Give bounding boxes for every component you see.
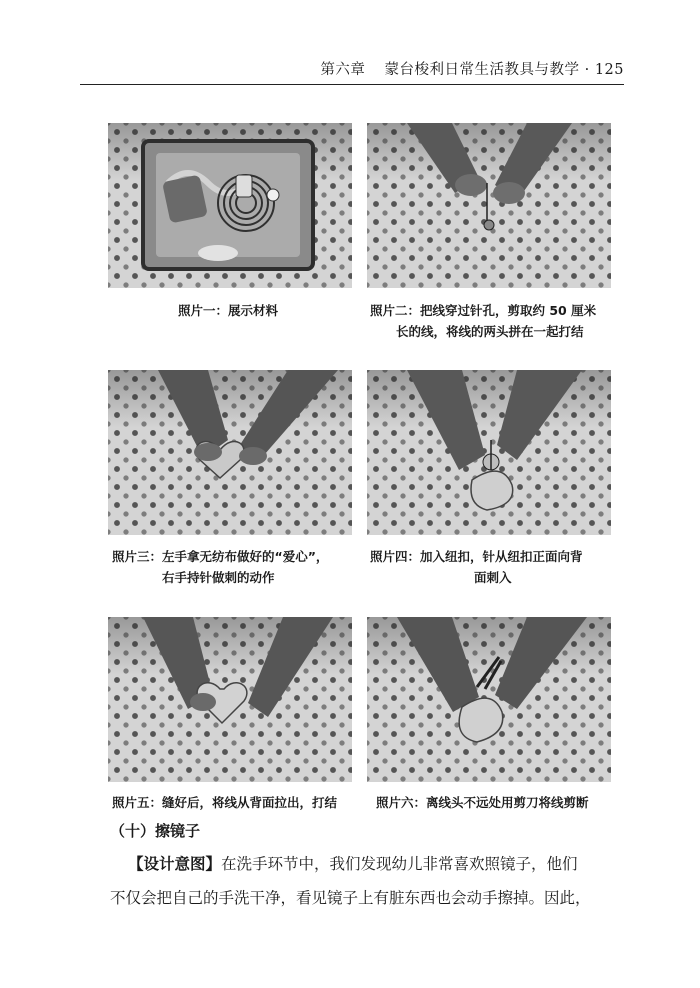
section-heading: （十）擦镜子 xyxy=(110,822,201,840)
photo-4 xyxy=(367,370,611,535)
caption-line: 长的线，将线的两头拼在一起打结 xyxy=(396,324,584,339)
button-sewing-illustration xyxy=(367,370,611,535)
body-paragraph xyxy=(110,847,622,915)
heart-illustration xyxy=(108,370,352,535)
caption-line: 照片五：缝好后，将线从背面拉出，打结 xyxy=(112,795,338,810)
page-number: 125 xyxy=(594,62,624,78)
paragraph-line-1 xyxy=(128,847,622,881)
pulling-thread-illustration xyxy=(108,617,352,782)
paragraph-line-2: 不仅会把自己的手洗干净，看见镜子上有脏东西也会动手擦掉。因此， xyxy=(110,889,591,907)
paragraph-lead: 【设计意图】 xyxy=(128,855,222,873)
photo-1-caption xyxy=(178,300,278,321)
photo-5 xyxy=(108,617,352,782)
caption-line: 照片四：加入纽扣，针从纽扣正面向背 xyxy=(370,549,583,564)
photo-5-caption xyxy=(112,792,337,813)
cutting-thread-illustration xyxy=(367,617,611,782)
caption-line: 照片二：把线穿过针孔，剪取约 50 厘米 xyxy=(370,303,597,318)
caption-line: 照片三：左手拿无纺布做好的“爱心”， xyxy=(112,549,329,564)
header-rule xyxy=(80,84,624,85)
header-separator: · xyxy=(584,62,590,78)
paragraph-text: 在洗手环节中，我们发现幼儿非常喜欢照镜子，他们 xyxy=(221,855,578,873)
caption-line: 右手持针做刺的动作 xyxy=(162,570,275,585)
chapter-title: 蒙台梭利日常生活教具与教学 xyxy=(384,62,580,78)
caption-line: 照片六：离线头不远处用剪刀将线剪断 xyxy=(376,795,589,810)
running-header xyxy=(320,58,624,79)
photo-3-caption xyxy=(112,546,328,588)
caption-line: 照片一：展示材料 xyxy=(178,303,279,318)
photo-2 xyxy=(367,123,611,288)
basket-illustration xyxy=(108,123,352,288)
photo-6-caption xyxy=(376,792,589,813)
photo-3 xyxy=(108,370,352,535)
threading-illustration xyxy=(367,123,611,288)
caption-line: 面刺入 xyxy=(474,570,512,585)
photo-6 xyxy=(367,617,611,782)
photo-2-caption xyxy=(370,300,596,342)
photo-1 xyxy=(108,123,352,288)
chapter-label: 第六章 xyxy=(320,62,366,78)
photo-4-caption xyxy=(370,546,583,588)
